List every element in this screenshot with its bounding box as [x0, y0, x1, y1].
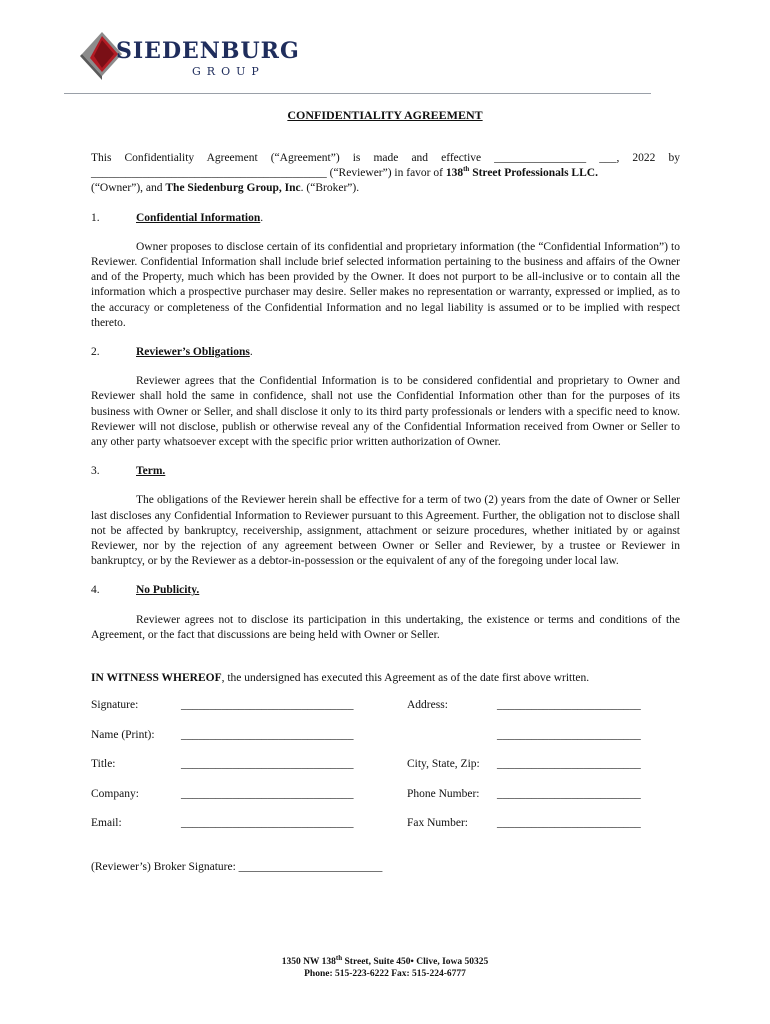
title-label: Title: [91, 758, 116, 771]
witness-bold: IN WITNESS WHEREOF [91, 672, 222, 685]
section-2 [91, 345, 680, 450]
city-state-zip-field[interactable]: _________________________ [497, 758, 641, 771]
title-field[interactable]: ______________________________ [181, 758, 354, 771]
owner-number: 138 [445, 167, 464, 180]
phone-field[interactable]: _________________________ [497, 787, 641, 800]
form-row-title [91, 757, 680, 787]
section-4 [91, 583, 680, 643]
fax-field[interactable]: _________________________ [497, 817, 641, 830]
section-heading: Confidential Information [136, 211, 261, 224]
footer-phone: Phone: 515-223-6222 Fax: 515-224-6777 [304, 969, 466, 979]
phone-label: Phone Number: [407, 787, 480, 800]
page-footer [0, 953, 770, 980]
form-row-company [91, 787, 680, 817]
section-3 [91, 464, 680, 569]
section-heading: No Publicity. [136, 584, 200, 597]
signature-form [91, 698, 680, 875]
email-field[interactable]: ______________________________ [181, 817, 354, 830]
owner-name: Street Professionals LLC. [469, 167, 598, 180]
signature-field[interactable]: ______________________________ [181, 699, 354, 712]
witness-rest: , the undersigned has executed this Agreement as of the date first above written. [221, 672, 590, 685]
document-body [91, 151, 680, 875]
address-label: Address: [407, 699, 448, 712]
section-number: 3. [91, 465, 100, 478]
broker-signature-field[interactable]: _________________________ [238, 860, 383, 873]
company-label: Company: [91, 787, 139, 800]
email-label: Email: [91, 817, 122, 830]
header-divider [64, 93, 651, 94]
name-label: Name (Print): [91, 728, 155, 741]
company-field[interactable]: ______________________________ [181, 787, 354, 800]
reviewer-blank: _________________________________________ (“Reviewer”) in favor of [91, 167, 446, 180]
section-heading: Term. [136, 465, 166, 478]
section-number: 2. [91, 346, 100, 359]
heading-suffix: . [249, 346, 253, 359]
city-state-zip-label: City, State, Zip: [407, 758, 480, 771]
section-number: 1. [91, 211, 100, 224]
intro-line-2 [91, 167, 598, 179]
signature-label: Signature: [91, 699, 139, 712]
name-field[interactable]: ______________________________ [181, 728, 354, 741]
form-row-email [91, 816, 680, 846]
footer-address-end: Street, Suite 450• Clive, Iowa 50325 [342, 957, 489, 967]
intro-line-1: This Confidentiality Agreement (“Agreement”) is made and effective ________________ ___, 2022 by [91, 152, 680, 164]
broker-name: The Siedenburg Group, Inc [165, 182, 301, 195]
section-1 [91, 211, 680, 331]
owner-number-suffix: th [463, 165, 470, 174]
document-title: CONFIDENTIALITY AGREEMENT [287, 108, 483, 122]
form-row-signature [91, 698, 680, 728]
broker-signature-label: (Reviewer’s) Broker Signature: [91, 860, 239, 873]
address-line-2-field[interactable]: _________________________ [497, 728, 641, 741]
company-logo [80, 30, 340, 90]
footer-address-sup: th [335, 953, 343, 962]
witness-statement [91, 671, 680, 686]
owner-label: (“Owner”), and [91, 182, 166, 195]
footer-address-start: 1350 NW 138 [281, 957, 336, 967]
fax-label: Fax Number: [407, 817, 469, 830]
broker-signature-row [91, 860, 680, 875]
section-text: Reviewer agrees not to disclose its participation in this undertaking, the existence or terms and conditions of the Agreement, or the fact that discussions are being held with Owner or Seller. [91, 613, 680, 641]
logo-name: SIEDENBURG [116, 38, 300, 64]
broker-label: . (“Broker”). [300, 182, 360, 195]
footer-address [0, 953, 770, 968]
section-text: Reviewer agrees that the Confidential Information is to be considered confidential and proprietary to Owner and Reviewer shall hold the same in confidence, shall not use the Confidential Information other than for the purposes of its business with Owner or Seller, and shall disclose it only to its third party professionals or lenders with a specific need to know. Reviewer will not disclose, publish or otherwise reveal any of the Confidential Information received from Owner or Seller to any other party whatsoever except with the specific prior written authorization of Owner. [91, 375, 680, 449]
section-text: Owner proposes to disclose certain of its confidential and proprietary information (the “Confidential Information”) to Reviewer. Confidential Information shall include brief selected information pertaining to the business and affairs of the Owner and of the Property, much which has been provided by the Owner. It does not purport to be all-inclusive or to contain all the information which a prospective purchaser may desire. Seller makes no representation or warranty, expressed or implied, as to the accuracy or completeness of the Confidential Information and no legal liability is assumed or to be implied with respect thereto. [91, 240, 680, 329]
form-row-name [91, 728, 680, 758]
intro-paragraph [91, 151, 680, 197]
section-number: 4. [91, 584, 100, 597]
heading-suffix: . [260, 211, 264, 224]
logo-group: GROUP [192, 65, 265, 78]
section-text: The obligations of the Reviewer herein shall be effective for a term of two (2) years from the date of Owner or Seller last discloses any Confidential Information to Reviewer pursuant to this Agreement. Further, the obligation not to disclose shall not be affected by bankruptcy, receivership, assignment, attachment or seizure procedures, whether initiated by or against Reviewer, nor by the rejection of any agreement between Owner or Seller and Reviewer, by a trustee or Reviewer in bankruptcy, or by the Reviewer as a debtor-in-possession or the equivalent of any of the foregoing under local law. [91, 494, 680, 568]
address-field[interactable]: _________________________ [497, 699, 641, 712]
section-heading: Reviewer’s Obligations [136, 346, 250, 359]
